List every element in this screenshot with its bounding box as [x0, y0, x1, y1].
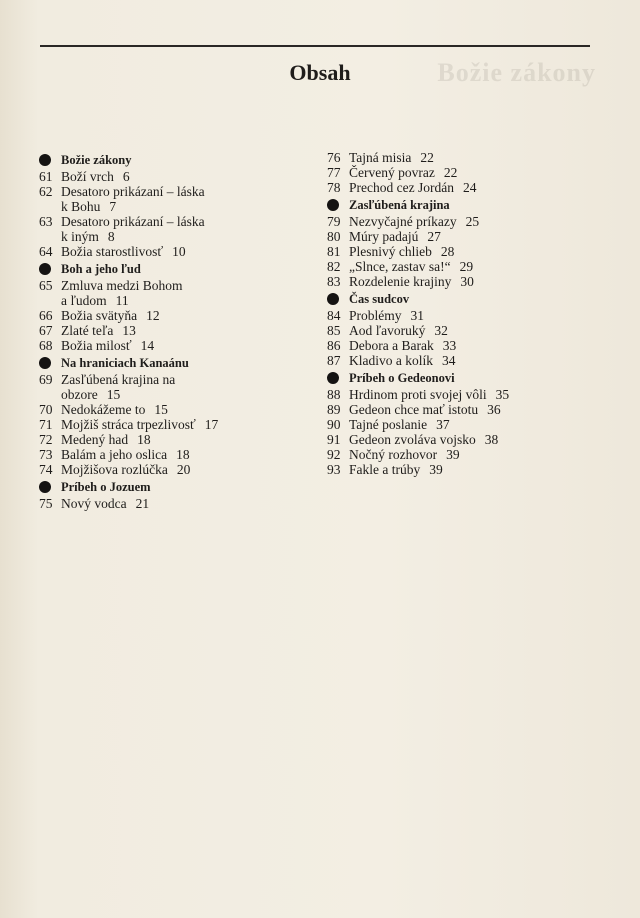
toc-entry — [327, 229, 587, 244]
toc-entry — [39, 447, 279, 462]
entry-title: Medený had — [61, 432, 129, 447]
entry-number: 66 — [39, 308, 53, 323]
toc-entry — [327, 417, 587, 432]
section-title: Na hraniciach Kanaánu — [61, 356, 189, 370]
entry-page: 14 — [140, 338, 155, 353]
entry-page: 15 — [106, 387, 121, 402]
toc-column-left — [39, 150, 279, 511]
entry-page: 33 — [442, 338, 457, 353]
entry-number: 80 — [327, 229, 341, 244]
entry-title: Boží vrch — [61, 169, 114, 184]
entry-page: 11 — [115, 293, 129, 308]
toc-entry — [327, 338, 587, 353]
entry-title: Desatoro prikázaní – láska k iným — [61, 214, 205, 244]
entry-number: 64 — [39, 244, 53, 259]
toc-entry — [39, 323, 279, 338]
toc-entry — [39, 338, 279, 353]
entry-number: 92 — [327, 447, 341, 462]
toc-entry — [327, 447, 587, 462]
entry-page: 31 — [410, 308, 424, 323]
toc-entry — [327, 165, 587, 180]
entry-title: Zasľúbená krajina na obzore — [61, 372, 176, 402]
toc-entry — [327, 244, 587, 259]
entry-number: 83 — [327, 274, 341, 289]
entry-title: „Slnce, zastav sa!“ — [349, 259, 451, 274]
entry-title: Nočný rozhovor — [349, 447, 438, 462]
toc-entry — [327, 214, 587, 229]
entry-page: 18 — [137, 432, 151, 447]
toc-entry — [327, 180, 587, 195]
entry-number: 93 — [327, 462, 341, 477]
entry-page: 34 — [442, 353, 456, 368]
entry-title: Problémy — [349, 308, 402, 323]
entry-page: 6 — [122, 169, 130, 184]
section-heading — [39, 356, 279, 371]
toc-entry — [327, 150, 587, 165]
entry-number: 87 — [327, 353, 341, 368]
section-title: Boh a jeho ľud — [61, 262, 141, 276]
entry-number: 72 — [39, 432, 53, 447]
entry-page: 7 — [109, 199, 117, 214]
entry-number: 73 — [39, 447, 53, 462]
entry-title: Hrdinom proti svojej vôli — [349, 387, 487, 402]
entry-title: Gedeon zvoláva vojsko — [349, 432, 476, 447]
bullet-icon — [39, 154, 51, 166]
entry-number: 84 — [327, 308, 341, 323]
entry-title: Debora a Barak — [349, 338, 434, 353]
toc-entry — [327, 323, 587, 338]
entry-title: Nedokážeme to — [61, 402, 146, 417]
entry-page: 35 — [495, 387, 510, 402]
entry-page: 36 — [487, 402, 501, 417]
entry-page: 18 — [176, 447, 190, 462]
section-title: Božie zákony — [61, 153, 132, 167]
bleed-through-heading: Božie zákony — [437, 58, 596, 87]
toc-entry — [327, 308, 587, 323]
entry-number: 89 — [327, 402, 341, 417]
entry-page: 39 — [429, 462, 443, 477]
entry-number: 90 — [327, 417, 341, 432]
entry-number: 78 — [327, 180, 341, 195]
page-title: Obsah — [289, 60, 351, 85]
entry-page: 22 — [420, 150, 434, 165]
top-rule — [40, 45, 590, 47]
entry-page: 37 — [436, 417, 450, 432]
entry-title: Desatoro prikázaní – láska k Bohu — [61, 184, 205, 214]
toc-entry — [327, 432, 587, 447]
entry-title: Zmluva medzi Bohom a ľudom — [61, 278, 183, 308]
toc-entry — [327, 259, 587, 274]
entry-page: 32 — [434, 323, 448, 338]
entry-number: 91 — [327, 432, 341, 447]
entry-number: 82 — [327, 259, 341, 274]
toc-entry — [327, 402, 587, 417]
bullet-icon — [39, 357, 51, 369]
section-title: Zasľúbená krajina — [349, 198, 450, 212]
toc-entry — [39, 169, 279, 184]
section-heading — [327, 292, 587, 307]
section-heading — [39, 262, 279, 277]
entry-number: 62 — [39, 184, 53, 199]
toc-entry — [327, 462, 587, 477]
toc-entry — [39, 462, 279, 477]
entry-page: 13 — [122, 323, 136, 338]
section-title: Príbeh o Gedeonovi — [349, 371, 455, 385]
entry-number: 77 — [327, 165, 341, 180]
toc-entry — [39, 244, 279, 259]
toc-entry — [39, 184, 279, 214]
entry-number: 63 — [39, 214, 53, 229]
entry-title: Aod ľavoruký — [349, 323, 426, 338]
entry-page: 22 — [443, 165, 458, 180]
toc-entry — [39, 214, 279, 244]
toc-entry — [39, 417, 279, 432]
toc-entry — [39, 278, 279, 308]
section-heading — [39, 153, 279, 168]
toc-entry — [327, 387, 587, 402]
entry-title: Kladivo a kolík — [349, 353, 433, 368]
entry-page: 39 — [446, 447, 460, 462]
entry-number: 69 — [39, 372, 53, 387]
entry-page: 17 — [204, 417, 219, 432]
section-heading — [39, 480, 279, 495]
entry-page: 30 — [460, 274, 474, 289]
entry-title: Tajná misia — [349, 150, 412, 165]
entry-page: 12 — [146, 308, 160, 323]
bullet-icon — [327, 372, 339, 384]
bullet-icon — [39, 263, 51, 275]
entry-number: 75 — [39, 496, 53, 511]
entry-title: Múry padajú — [349, 229, 419, 244]
entry-page: 8 — [107, 229, 115, 244]
entry-page: 38 — [484, 432, 499, 447]
entry-title: Mojžišova rozlúčka — [61, 462, 168, 477]
entry-page: 21 — [135, 496, 150, 511]
entry-number: 86 — [327, 338, 341, 353]
entry-title: Nezvyčajné príkazy — [349, 214, 457, 229]
entry-title: Božia milosť — [61, 338, 132, 353]
entry-title: Balám a jeho oslica — [61, 447, 168, 462]
entry-title: Božia starostlivosť — [61, 244, 164, 259]
entry-title: Prechod cez Jordán — [349, 180, 454, 195]
toc-entry — [39, 308, 279, 323]
toc-entry — [39, 496, 279, 511]
toc-entry — [39, 402, 279, 417]
entry-title: Božia svätyňa — [61, 308, 138, 323]
bullet-icon — [39, 481, 51, 493]
entry-number: 81 — [327, 244, 341, 259]
entry-page: 20 — [176, 462, 191, 477]
entry-number: 70 — [39, 402, 53, 417]
entry-page: 29 — [459, 259, 474, 274]
toc-entry — [327, 353, 587, 368]
toc-entry — [327, 274, 587, 289]
entry-title: Tajné poslanie — [349, 417, 428, 432]
entry-page: 25 — [465, 214, 480, 229]
entry-page: 28 — [440, 244, 455, 259]
entry-page: 27 — [427, 229, 441, 244]
bullet-icon — [327, 293, 339, 305]
entry-title: Mojžiš stráca trpezlivosť — [61, 417, 196, 432]
entry-title: Červený povraz — [349, 165, 435, 180]
section-title: Príbeh o Jozuem — [61, 480, 151, 494]
entry-title: Rozdelenie krajiny — [349, 274, 452, 289]
entry-number: 79 — [327, 214, 341, 229]
entry-page: 10 — [172, 244, 186, 259]
entry-title: Zlaté teľa — [61, 323, 114, 338]
entry-number: 61 — [39, 169, 53, 184]
entry-page: 15 — [154, 402, 168, 417]
section-title: Čas sudcov — [349, 292, 410, 306]
entry-number: 65 — [39, 278, 53, 293]
entry-number: 85 — [327, 323, 341, 338]
entry-title: Fakle a trúby — [349, 462, 421, 477]
entry-title: Gedeon chce mať istotu — [349, 402, 479, 417]
entry-title: Plesnivý chlieb — [349, 244, 432, 259]
toc-entry — [39, 372, 279, 402]
entry-number: 74 — [39, 462, 53, 477]
bullet-icon — [327, 199, 339, 211]
entry-page: 24 — [462, 180, 477, 195]
entry-number: 67 — [39, 323, 53, 338]
entry-number: 76 — [327, 150, 341, 165]
section-heading — [327, 371, 587, 386]
section-heading — [327, 198, 587, 213]
entry-number: 88 — [327, 387, 341, 402]
entry-number: 68 — [39, 338, 53, 353]
entry-title: Nový vodca — [61, 496, 127, 511]
toc-entry — [39, 432, 279, 447]
toc-column-right — [327, 150, 587, 477]
entry-number: 71 — [39, 417, 53, 432]
